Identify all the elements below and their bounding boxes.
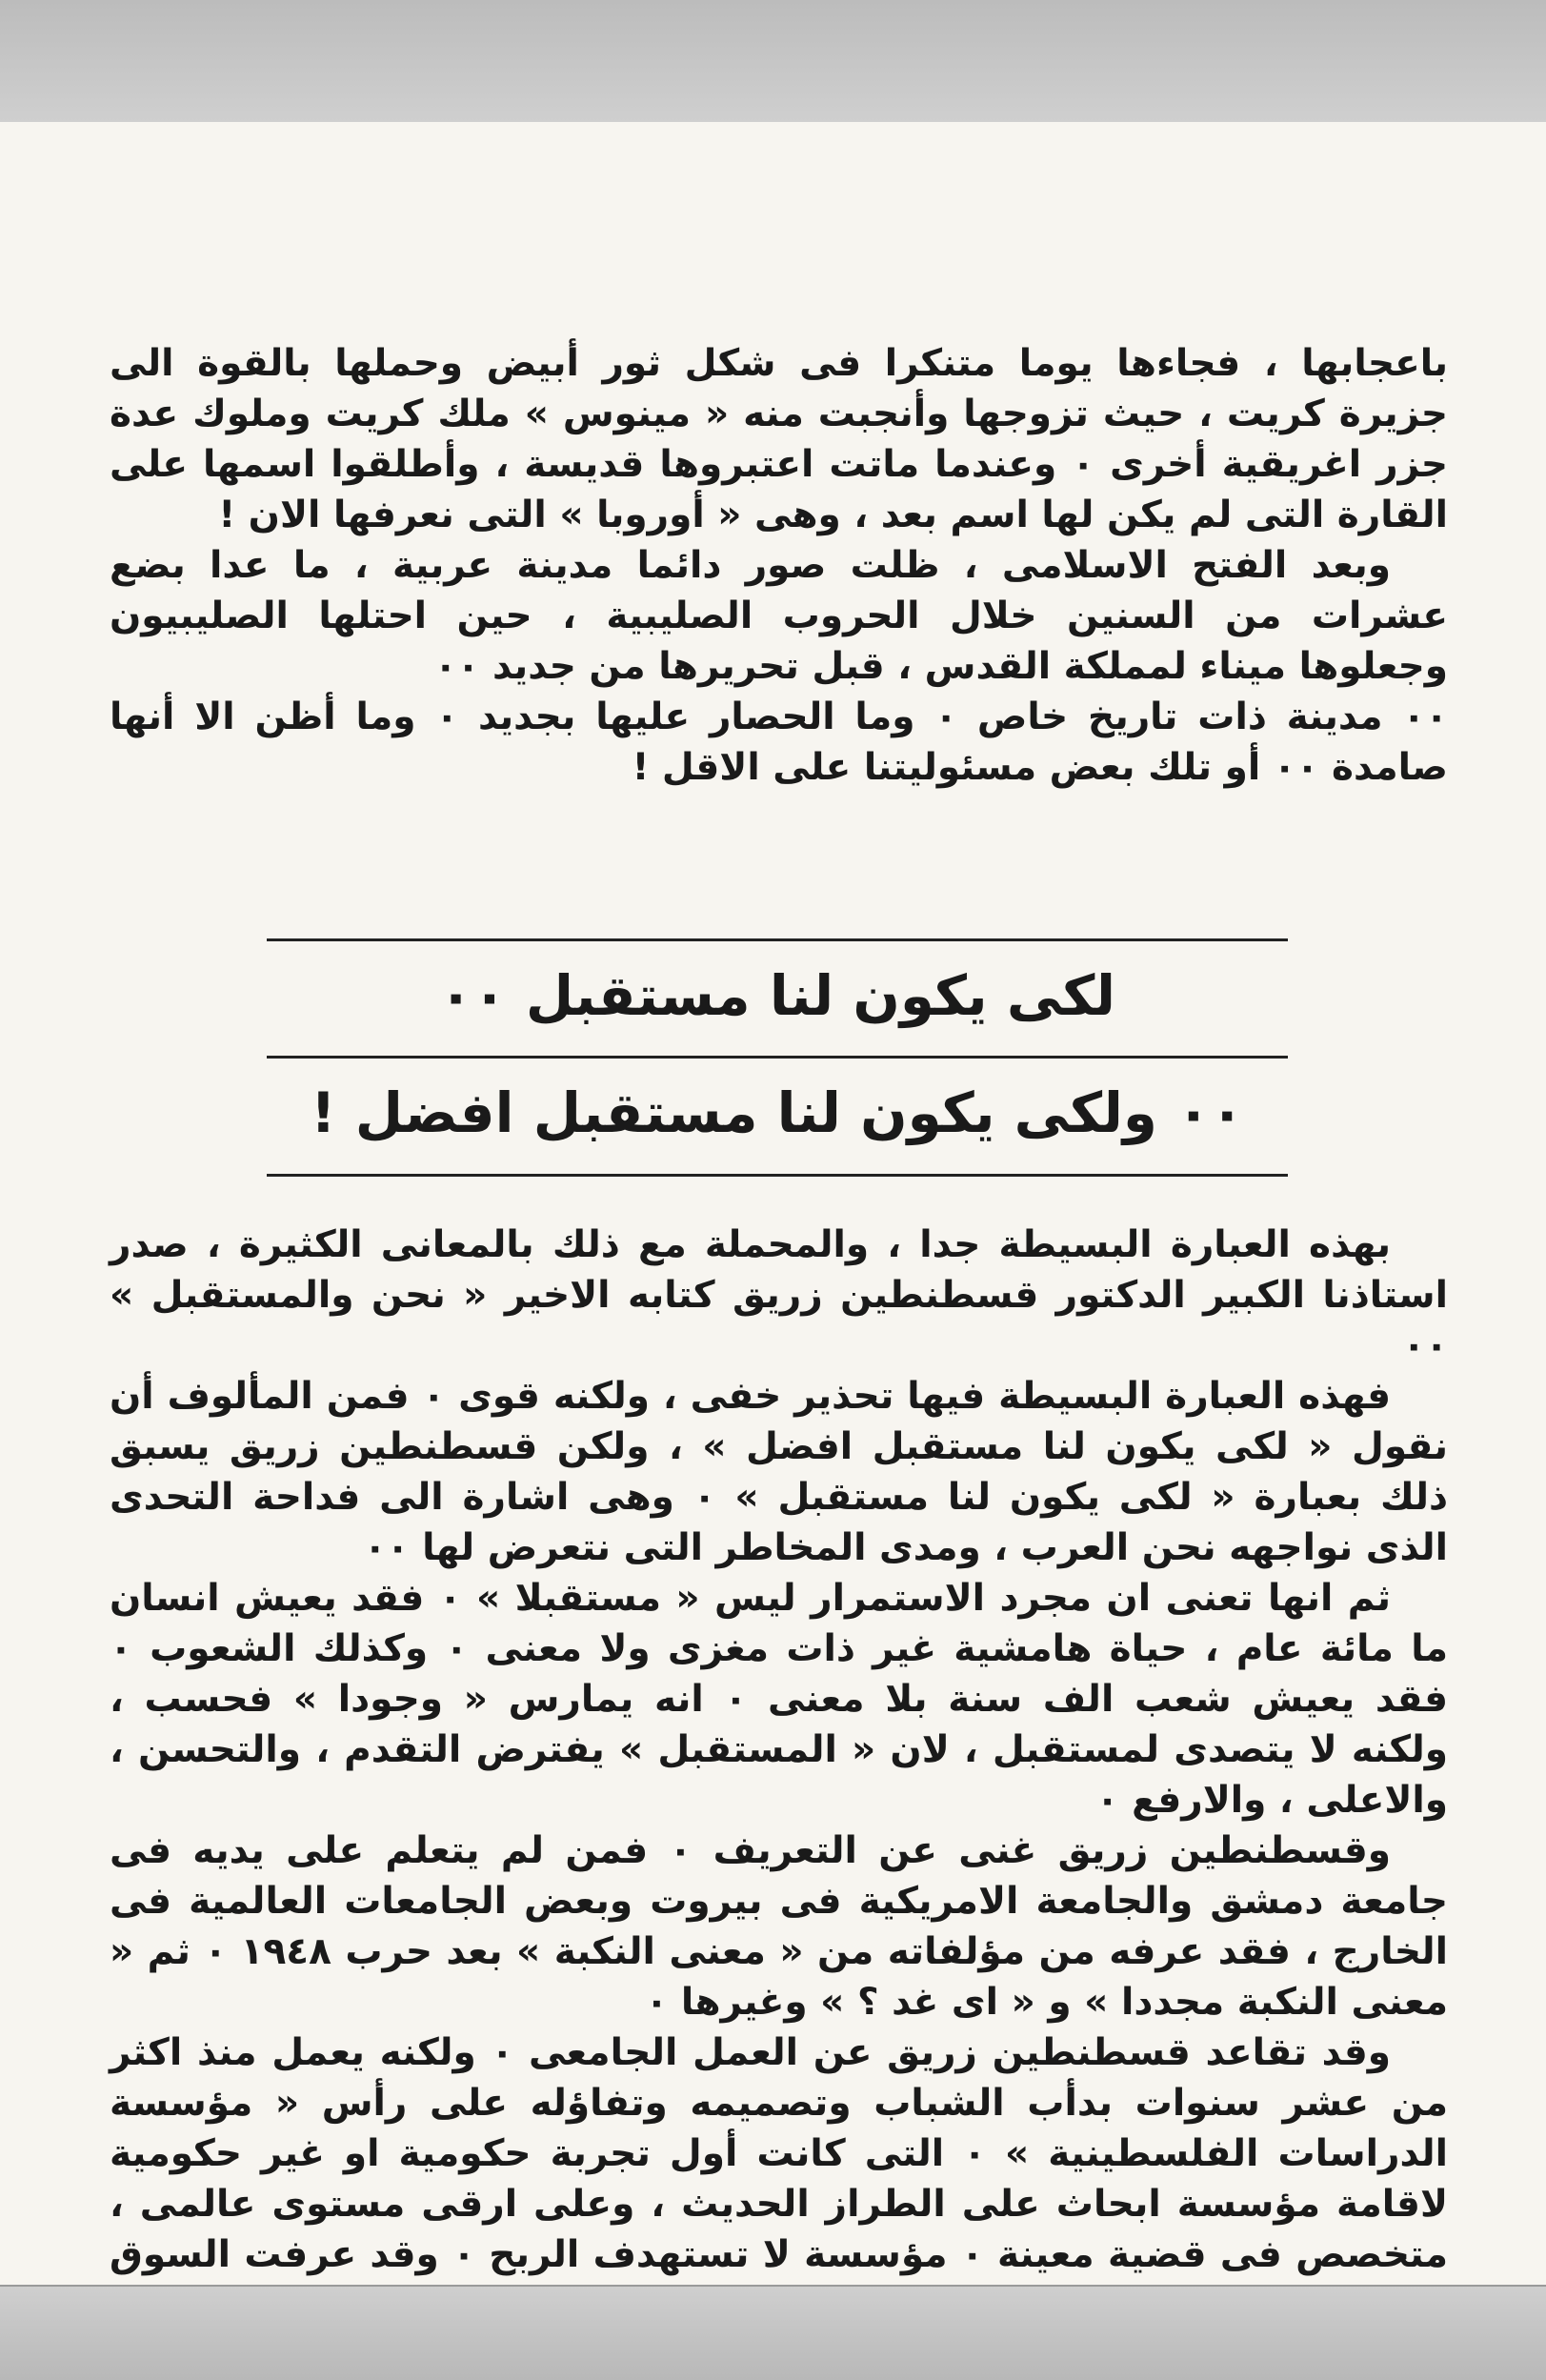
intro-text-block	[110, 338, 1448, 793]
body-text-block	[110, 1220, 1448, 2330]
heading-rule-middle	[267, 1056, 1288, 1059]
intro-paragraph: ٠٠ مدينة ذات تاريخ خاص ٠ وما الحصار عليها بجديد ٠ وما أظن الا أنها صامدة ٠٠ أو تلك بعض مسئوليتنا على الاقل !	[110, 696, 1448, 789]
body-paragraph: بهذه العبارة البسيطة جدا ، والمحملة مع ذلك بالمعانى الكثيرة ، صدر استاذنا الكبير الدكتور قسطنطين زريق كتابه الاخير « نحن والمستقبل » ٠٠	[110, 1223, 1448, 1367]
scan-bottom-margin	[0, 2285, 1546, 2380]
heading-rule-bottom	[267, 1174, 1288, 1177]
intro-paragraph: وبعد الفتح الاسلامى ، ظلت صور دائما مدينة عربية ، ما عدا بضع عشرات من السنين خلال الحروب الصليبية ، حين احتلها الصليبيون وجعلوها ميناء لمملكة القدس ، قبل تحريرها من جديد ٠٠	[110, 544, 1448, 688]
section-heading-line-2: ٠٠ ولكى يكون لنا مستقبل افضل !	[311, 1080, 1244, 1145]
scan-top-margin	[0, 0, 1546, 122]
heading-rule-top	[267, 938, 1288, 941]
body-paragraph: ثم انها تعنى ان مجرد الاستمرار ليس « مستقبلا » ٠ فقد يعيش انسان ما مائة عام ، حياة هامشية غير ذات مغزى ولا معنى ٠ وكذلك الشعوب ٠ فقد يعيش شعب الف سنة بلا معنى ٠ انه يمارس « وجودا » فحسب ، ولكنه لا يتصدى لمستقبل ، لان « المستقبل » يفترض التقدم ، والتحسن ، والاعلى ، والارفع ٠	[110, 1577, 1449, 1822]
body-paragraph: وقسطنطين زريق غنى عن التعريف ٠ فمن لم يتعلم على يديه فى جامعة دمشق والجامعة الامريكية فى بيروت وبعض الجامعات العالمية فى الخارج ، فقد عرفه من مؤلفاته من « معنى النكبة » بعد حرب ١٩٤٨ ٠ ثم « معنى النكبة مجددا » و « اى غد ؟ » وغيرها ٠	[110, 1829, 1449, 2024]
body-paragraph: وقد تقاعد قسطنطين زريق عن العمل الجامعى ٠ ولكنه يعمل منذ اكثر من عشر سنوات بدأب الشباب وتصميمه وتفاؤله على رأس « مؤسسة الدراسات الفلسطينية » ٠ التى كانت أول تجربة حكومية او غير حكومية لاقامة مؤسسة ابحاث على الطراز الحديث ، وعلى ارقى مستوى عالمى ، متخصص فى قضية معينة ٠ مؤسسة لا تستهدف الربح ٠ وقد عرفت السوق	[110, 2031, 1448, 2276]
section-heading-line-1: لكى يكون لنا مستقبل ٠٠	[438, 963, 1116, 1028]
body-paragraph: فهذه العبارة البسيطة فيها تحذير خفى ، ولكنه قوى ٠ فمن المألوف أن نقول « لكى يكون لنا مستقبل افضل » ، ولكن قسطنطين زريق يسبق ذلك بعبارة « لكى يكون لنا مستقبل » ٠ وهى اشارة الى فداحة التحدى الذى نواجهه نحن العرب ، ومدى المخاطر التى نتعرض لها ٠٠	[110, 1375, 1448, 1569]
intro-paragraph: باعجابها ، فجاءها يوما متنكرا فى شكل ثور أبيض وحملها بالقوة الى جزيرة كريت ، حيث تزوجها وأنجبت منه « مينوس » ملك كريت وملوك عدة جزر اغريقية أخرى ٠ وعندما ماتت اعتبروها قديسة ، وأطلقوا اسمها على القارة التى لم يكن لها اسم بعد ، وهى « أوروبا » التى نعرفها الان !	[110, 342, 1448, 536]
